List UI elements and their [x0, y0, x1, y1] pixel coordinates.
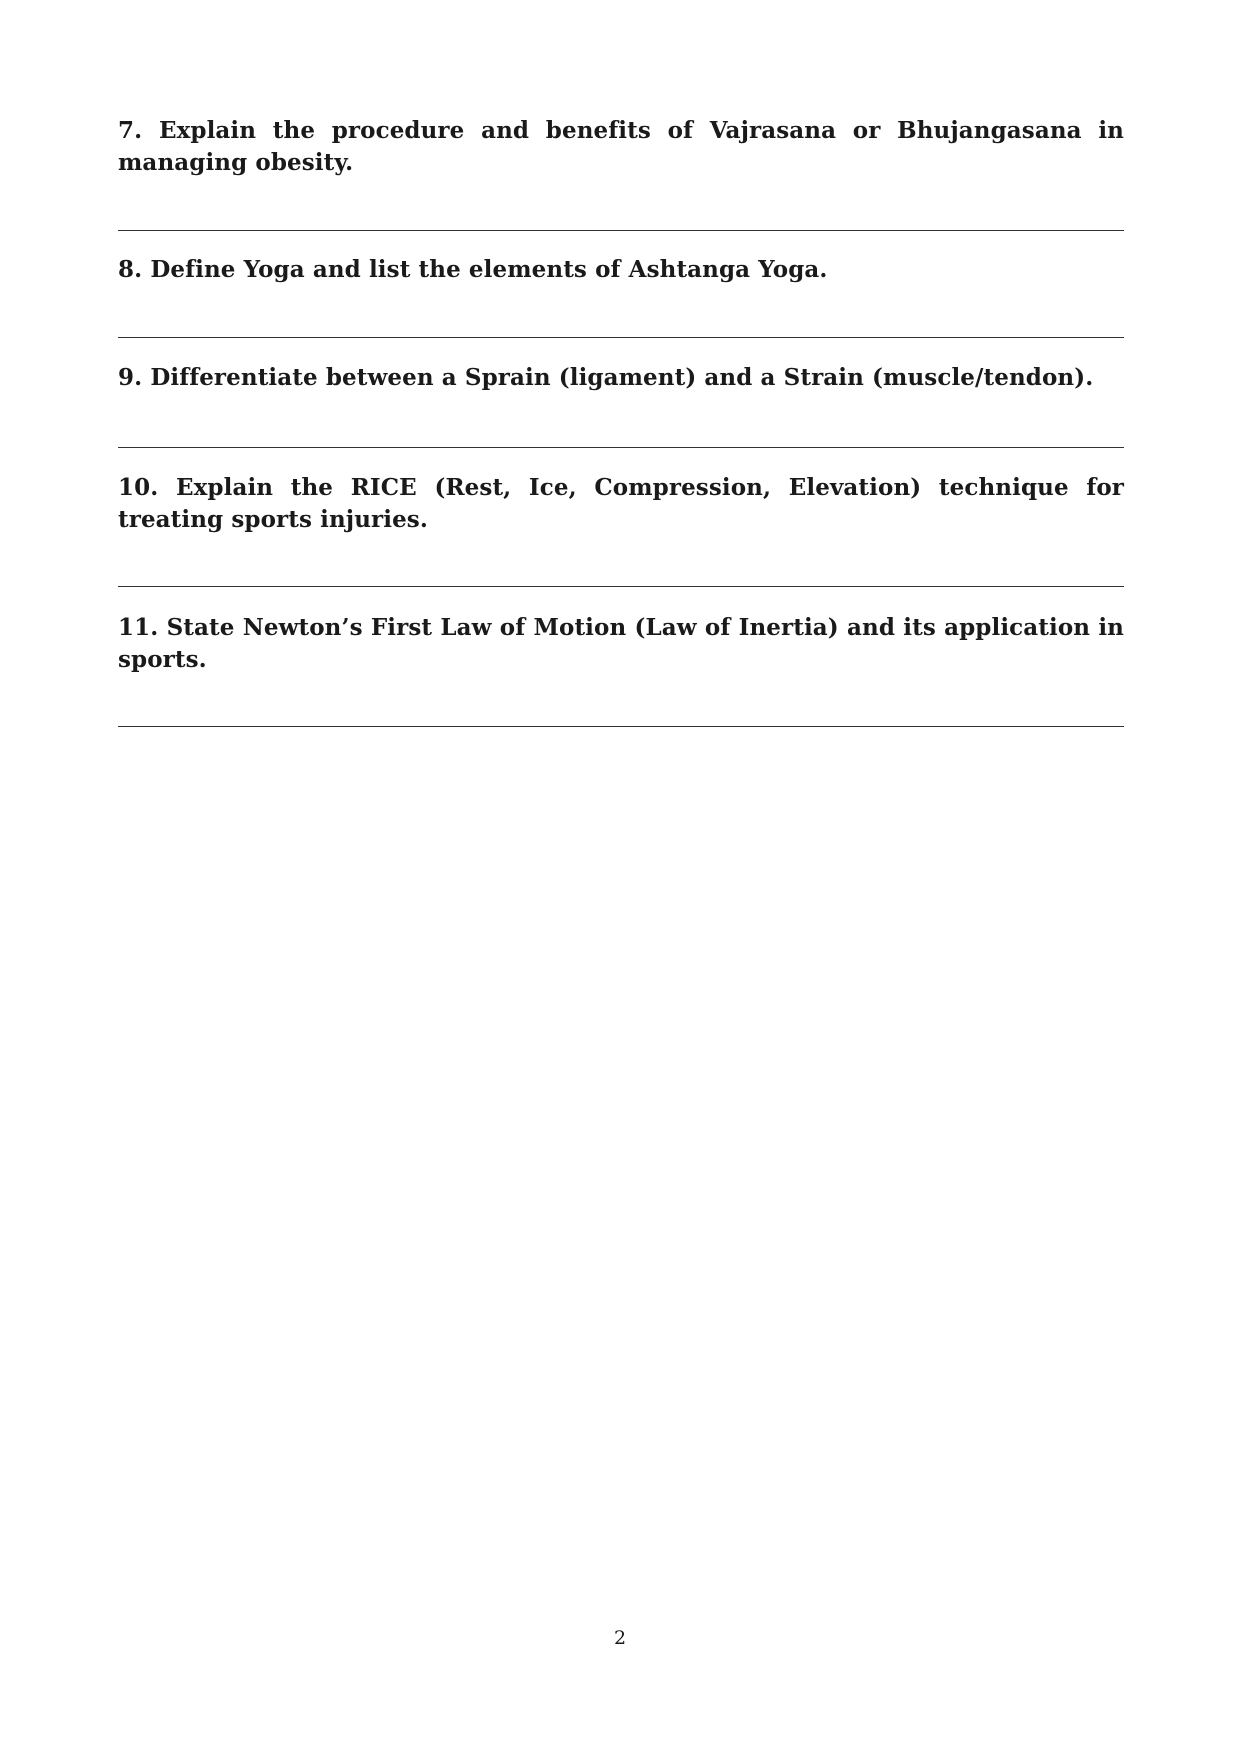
question-number: 7. — [118, 117, 143, 144]
question-number: 8. — [118, 256, 143, 283]
question-text: Define Yoga and list the elements of Ashtanga Yoga. — [150, 256, 828, 283]
question-number: 9. — [118, 364, 143, 391]
question-text: Explain the RICE (Rest, Ice, Compression, Elevation) technique for treating sports injuries. — [118, 474, 1124, 533]
answer-line-divider — [118, 726, 1124, 727]
question-number: 11. — [118, 614, 159, 641]
question-8 — [118, 254, 1124, 286]
question-number: 10. — [118, 474, 159, 501]
answer-line-divider — [118, 337, 1124, 338]
answer-line-divider — [118, 230, 1124, 231]
question-7 — [118, 115, 1124, 179]
question-text: State Newton’s First Law of Motion (Law of Inertia) and its application in sports. — [118, 614, 1124, 673]
answer-line-divider — [118, 447, 1124, 448]
answer-line-divider — [118, 586, 1124, 587]
question-10 — [118, 472, 1124, 536]
page-number: 2 — [613, 1627, 627, 1649]
question-text: Explain the procedure and benefits of Vajrasana or Bhujangasana in managing obesity. — [118, 117, 1125, 176]
question-11 — [118, 612, 1124, 676]
question-9 — [118, 362, 1124, 394]
question-text: Differentiate between a Sprain (ligament) and a Strain (muscle/tendon). — [150, 364, 1094, 391]
